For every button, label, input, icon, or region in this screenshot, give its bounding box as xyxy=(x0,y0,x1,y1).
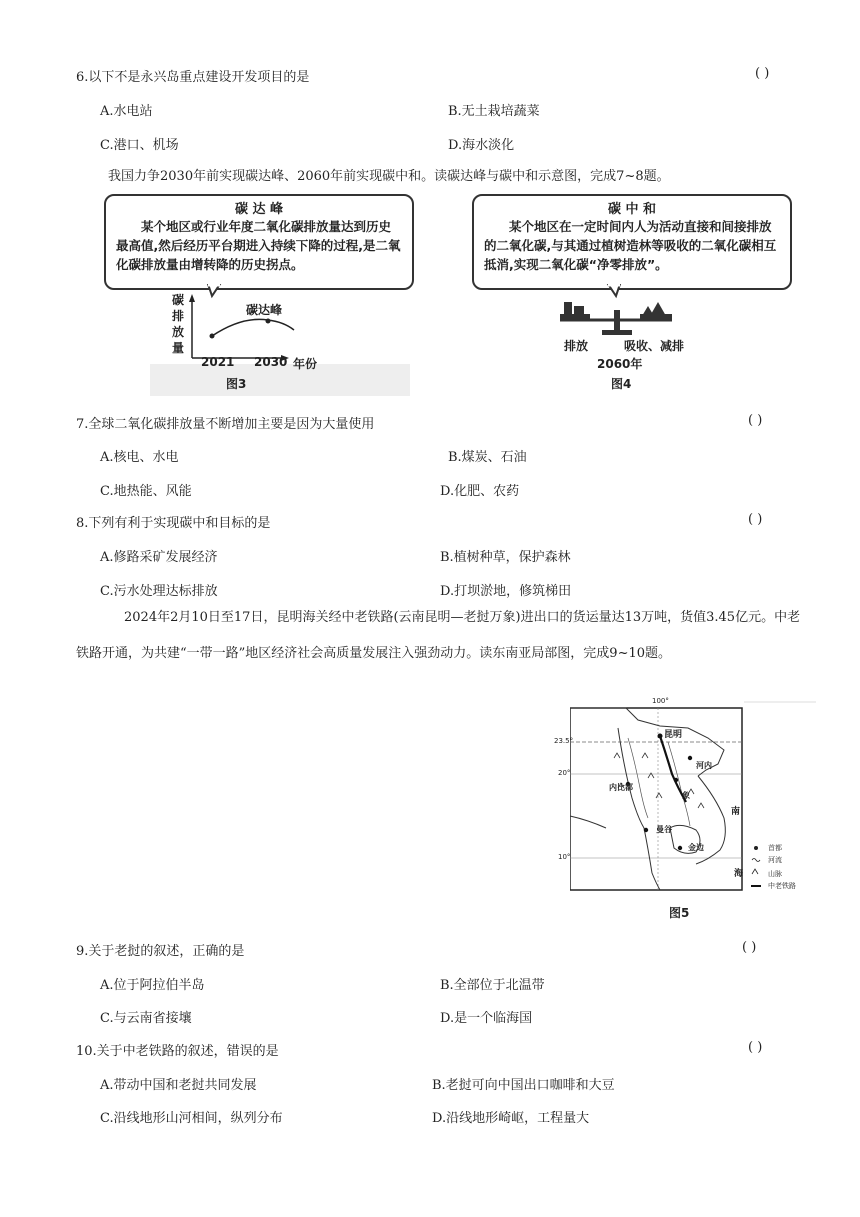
fig3-bubble-title: 碳 达 峰 xyxy=(234,202,284,217)
fig4-bubble-title: 碳 中 和 xyxy=(607,202,657,217)
fig5-label-hanoi: 河内 xyxy=(696,761,712,770)
q8-option-d: D.打坝淤地，修筑梯田 xyxy=(440,584,572,599)
q6-option-b: B.无土栽培蔬菜 xyxy=(448,104,540,119)
fig3-peak-label: 碳达峰 xyxy=(246,303,283,317)
fig5-legend-river: 河流 xyxy=(768,856,782,864)
fig3-x-tick-2021: 2021 xyxy=(201,355,235,369)
fig5-label-sea-south: 南 xyxy=(731,807,741,817)
q7-stem: 7.全球二氧化碳排放量不断增加主要是因为大量使用 xyxy=(76,417,375,432)
q6-option-a: A.水电站 xyxy=(100,104,153,119)
fig4-bubble xyxy=(472,194,792,290)
fig5-label-phnompenh: 金边 xyxy=(688,843,704,852)
q7-answer-paren: ( ) xyxy=(748,413,763,428)
fig5-legend-mountain: 山脉 xyxy=(768,870,782,878)
q9-option-c: C.与云南省接壤 xyxy=(100,1011,192,1026)
q8-option-b: B.植树种草，保护森林 xyxy=(440,550,571,565)
q10-answer-paren: ( ) xyxy=(748,1040,763,1055)
fig4-caption: 图4 xyxy=(611,377,632,391)
q6-answer-paren: ( ) xyxy=(755,66,770,81)
q8-option-a: A.修路采矿发展经济 xyxy=(100,550,218,565)
q10-option-b: B.老挝可向中国出口咖啡和大豆 xyxy=(432,1078,615,1093)
q8-option-c: C.污水处理达标排放 xyxy=(100,584,218,599)
fig3-bubble xyxy=(104,194,414,290)
fig5-caption: 图5 xyxy=(669,906,690,920)
q6-stem: 6.以下不是永兴岛重点建设开发项目的是 xyxy=(76,70,310,85)
q8-answer-paren: ( ) xyxy=(748,512,763,527)
q7-option-d: D.化肥、农药 xyxy=(440,484,520,499)
fig3-x-label: 年份 xyxy=(293,357,318,371)
q9-answer-paren: ( ) xyxy=(742,940,757,955)
fig3-y-label: 碳排放量 xyxy=(172,293,185,355)
fig4-year-label: 2060年 xyxy=(597,357,643,371)
fig5-label-bangkok: 曼谷 xyxy=(656,825,672,834)
fig5-label-naypyidaw: 内比都 xyxy=(609,783,633,792)
intro-7-8: 我国力争2030年前实现碳达峰、2060年前实现碳中和。读碳达峰与碳中和示意图，完成7~8题。 xyxy=(108,169,670,184)
fig4-left-label: 排放 xyxy=(564,339,589,353)
fig4-balance-scale xyxy=(550,284,690,344)
fig4-bubble-text: 某个地区在一定时间内人为活动直接和间接排放的二氧化碳,与其通过植树造林等吸收的二氧化碳相互抵消,实现二氧化碳“净零排放”。 xyxy=(484,219,777,272)
q10-option-d: D.沿线地形崎岖，工程量大 xyxy=(432,1111,590,1126)
fig5-label-kunming: 昆明 xyxy=(664,730,683,740)
q7-option-c: C.地热能、风能 xyxy=(100,484,192,499)
fig5-legend-railway: 中老铁路 xyxy=(768,882,796,890)
fig3-bubble-text: 某个地区或行业年度二氧化碳排放量达到历史最高值,然后经历平台期进入持续下降的过程,是二氧化碳排放量由增转降的历史拐点。 xyxy=(116,219,401,272)
q9-option-d: D.是一个临海国 xyxy=(440,1011,533,1026)
fig4-right-label: 吸收、减排 xyxy=(624,339,685,353)
fig5-lat-10: 10° xyxy=(558,853,571,861)
q7-option-b: B.煤炭、石油 xyxy=(448,450,527,465)
q9-stem: 9.关于老挝的叙述，正确的是 xyxy=(76,944,245,959)
q10-stem: 10.关于中老铁路的叙述，错误的是 xyxy=(76,1044,279,1059)
q7-option-a: A.核电、水电 xyxy=(100,450,179,465)
fig5-label-vientiane: 象 xyxy=(682,791,690,800)
fig5-label-sea: 海 xyxy=(734,869,744,879)
fig3-caption: 图3 xyxy=(226,377,247,391)
intro-9-10: 2024年2月10日至17日，昆明海关经中老铁路(云南昆明—老挝万象)进出口的货运量达13万吨，货值3.45亿元。中老铁路开通，为共建“一带一路”地区经济社会高质量发展注入强劲动力。读东南亚局部图，完成9~10题。 xyxy=(76,610,801,661)
q10-option-a: A.带动中国和老挝共同发展 xyxy=(100,1078,257,1093)
q10-option-c: C.沿线地形山河相间，纵列分布 xyxy=(100,1111,283,1126)
fig3-x-tick-2030: 2030 xyxy=(254,355,288,369)
fig5-lon-100: 100° xyxy=(652,697,669,705)
q6-option-d: D.海水淡化 xyxy=(448,138,515,153)
fig5-lat-23-5: 23.5° xyxy=(554,737,574,745)
q9-option-b: B.全部位于北温带 xyxy=(440,978,545,993)
fig5-legend-capital: 首都 xyxy=(768,844,782,852)
q6-option-c: C.港口、机场 xyxy=(100,138,179,153)
q9-option-a: A.位于阿拉伯半岛 xyxy=(100,978,205,993)
fig5-lat-20: 20° xyxy=(558,769,571,777)
q8-stem: 8.下列有利于实现碳中和目标的是 xyxy=(76,516,271,531)
